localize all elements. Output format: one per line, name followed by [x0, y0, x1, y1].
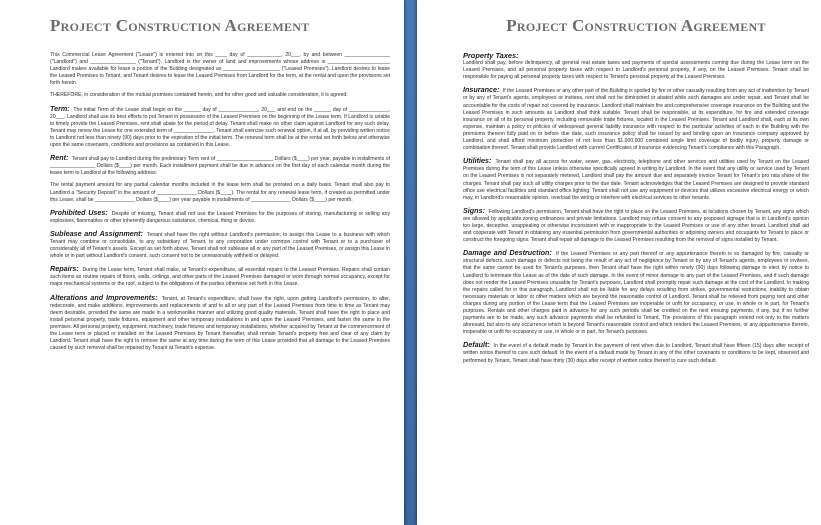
section-heading: Sublease and Assignment:: [50, 228, 143, 238]
section-heading: Default:: [463, 340, 490, 350]
section-text: The initial Term of the Lease shall begin on the ______ day of ______________, 20___ and end on the ______ day of ______________, 20___. Landlord shall use its best efforts to put Tenant in possession of the Leased Premises on the beginning of the Lease term. If Landlord is unable to timely provide the Leased Premises, rent shall abate for the period of delay. Tenant shall make no other claim against Landlord for any such delay. Tenant may renew the Lease for one extended term of ______________. Tenant shall exercise such renewal option, if at all, by providing written notice to Landlord not less than ninety (90) days prior to the expiration of the initial term. The renewal term shall be at the rental set forth below and otherwise upon the same covenants, conditions and provisions as contained in this Lease.: [50, 106, 390, 149]
section-text: During the Lease term, Tenant shall make, at Tenant's expenditure, all essential repairs to the Leased Premises. Repairs shall contain such items as routine repairs of floors, walls, ceilings, and other parts of the Leased Premises damaged or worn through normal occupancy, except for major mechanical systems or the roof, subject to the obligations of the parties otherwise set forth in this Lease.: [50, 267, 390, 288]
section-text: If the Leased Premises or any other part of the Building is spoiled by fire or other casualty resulting from any act of inattention by Tenant or by any of Tenant's agents, employees or invitees, rent shall not be diminished or abated while such damages are under repair, and Tenant shall be accountable for the costs of repair not covered by insurance. Landlord shall maintain fire and comprehensive coverage insurance on the Building and the Leased Premises in such amounts as Landlord shall think suitable. Tenant shall be responsible, at its expenditure, for fire and extended coverage insurance on all of its personal property, including removable trade fixtures, located in the Leased Premises. Tenant and Landlord shall, each at its own expense, maintain a policy or policies of widespread general liability insurance with respect to the particular activities of each in the Building with the premiums thereon fully paid on or before due date, such insurance policy shall be issued by and binding upon an insurance company approved by Landlord, and shall afford minimum protection of not less than $1,000,000 combined single limit coverage of bodily injury, property damage or combination thereof. Tenant shall provide Landlord with current Certificates of Insurance evidencing Tenant's compliance with this Paragraph.: [463, 88, 809, 152]
section-rent: [50, 154, 390, 177]
section-text: Following Landlord's permission, Tenant shall have the right to place on the Leased Premises, at locations chosen by Tenant, any signs which are allowed by applicable zoning ordinances and private limitations. Landlord may refuse consent to any proposed signage that is in Landlord's opinion too large, deceptive, unappealing or otherwise inconsistent with or inappropriate to the Leased Premises or use of any other tenant. Landlord shall aid and cooperate with Tenant in obtaining any essential permission from governmental authorities or adjoining owners and occupants for Tenant to place or construct the foregoing signs. Tenant shall repair all damage to the Leased Premises resulting from the removal of signs installed by Tenant.: [463, 208, 809, 244]
page-title: Project Construction Agreement: [506, 16, 766, 35]
section-text: Landlord shall pay, before delinquency, all general real estate taxes and payments of special assessments coming due during the Lease term on the Leased Premises, and all personal property taxes with respect to Landlord's personal property, if any, on the Leased Premises. Tenant shall be responsible for paying all personal property taxes with respect to Tenant's personal property at the Leased Premises.: [463, 60, 809, 81]
section-heading: Signs:: [463, 205, 485, 215]
therefore-paragraph: THEREFORE, in consideration of the mutual promises contained herein, and for other good and valuable consideration, it is agreed:: [50, 92, 348, 99]
section-heading: Rent:: [50, 153, 69, 163]
section-text: In the event of a default made by Tenant in the payment of rent when due to Landlord, Tenant shall have fifteen (15) days after receipt of written notice thereof to cure such default. In the event of a default made by Tenant in any of the other covenants or conditions to be kept, observed and performed by Tenant, Tenant shall have thirty (30) days after receipt of written notice thereof to cure such default.: [463, 343, 810, 364]
section-default: [463, 341, 809, 364]
section-heading: Insurance:: [463, 85, 500, 95]
section-text: The rental payment amount for any partial calendar months included in the lease term shall be prorated on a daily basis. Tenant shall also pay to Landlord a "Security Deposit" in the amount of ______________ Dollars ($____). The rental for any renewal lease term, if created as permitted under this Lease, shall be ______________ Dollars ($____) per year payable in installments of ______________ Dollars ($____) per month.: [50, 182, 390, 203]
section-heading: Property Taxes:: [463, 51, 519, 60]
section-utilities: [463, 157, 809, 202]
section-damage: [463, 249, 809, 336]
page-title: Project Construction Agreement: [50, 16, 310, 35]
section-heading: Prohibited Uses:: [50, 207, 108, 217]
intro-paragraph: This Commercial Lease Agreement ("Lease") is entered into on this ____ day of ____________, 20___, by and between ________________ ("Landlord") and ________________ ("Tenant"). Landlord is the owner of land and improvements whose address is ______________________ Landlord makes available for lease a portion of the Building designated as ____________________ ("Leased Premises"). Landlord desires to lease the Leased Premises to Tenant, and Tenant desires to lease the Leased Premises from Landlord for the term, at the rental and upon the provisions set forth herein.: [50, 52, 390, 87]
section-text: Tenant, at Tenant's expenditure, shall have the right, upon getting Landlord's permission, to alter, redecorate, and make additions, improvements and replacements of and to all or any part of the Leased Premises from time to time as Tenant may deem desirable, provided the same are made in a workmanlike manner and utilizing good quality materials. Tenant shall have the right to place and install personal property, trade fixtures, equipment and other temporary installations in and upon the Leased Premises, and fasten the same to the premises. All personal property, equipment, machinery, trade fixtures and temporary installations, whether acquired by Tenant at the commencement of the Lease term or placed or installed on the Leased Premises by Tenant thereafter, shall remain Tenant's property free and clear of any claim by Landlord. Tenant shall have the right to remove the same at any time during the term of this Lease provided that all damage to the Leased Premises caused by such removal shall be repaired by Tenant at Tenant's expense.: [50, 295, 390, 352]
section-text: If the Leased Premises or any part thereof or any appurtenance thereto is so damaged by fire, casualty or structural defects, such damage or defects not being the result of any act of negligence by Tenant or by any of Tenant's agents, employees or invitees, that the same cannot be used for Tenant's purposes, then Tenant shall have the right within ninety (90) days following damage to elect by notice to Landlord to terminate this Lease as of the date of such damage. In the event of minor damage to any part of the Leased Premises, and if such damage does not render the Leased Premises unusable for Tenant's purposes, Landlord shall promptly repair such damage at the cost of the Landlord. In making the repairs called for in this paragraph, Landlord shall not be liable for any delays resulting from strikes, governmental restrictions, inability to obtain necessary materials or labor or other matters which are beyond the reasonable control of Landlord. Tenant shall be relieved from paying rent and other charges during any portion of the Lease term that the Leased Premises are inoperable or unfit for occupancy, or use, in whole or in part, for Tenant's purposes. Rentals and other charges paid in advance for any such periods shall be credited on the next ensuing payments, if any, but if no further payments are to be made, any such advance payments shall be refunded to Tenant. The provisions of this paragraph extend not only to the matters aforesaid, but also to any occurrence which is beyond Tenant's reasonable control and which renders the Leased Premises, or any appurtenance thereto, inoperable or unfit for occupancy or use, in whole or in part, for Tenant's purposes.: [463, 251, 809, 336]
document-page-1: [0, 0, 404, 525]
section-heading: Damage and Destruction:: [463, 248, 552, 258]
section-term: [50, 105, 390, 150]
section-sublease: [50, 230, 390, 260]
section-property-taxes: [463, 52, 809, 81]
section-prohibited-uses: [50, 209, 390, 225]
section-heading: Term:: [50, 103, 70, 113]
document-page-2: [417, 0, 821, 525]
section-text: Tenant shall pay all access for water, sewer, gas, electricity, telephone and other services and utilities used by Tenant on the Leased Premises during the term of this Lease unless otherwise specifically agreed in writing by Landlord. In the event that any utility or service used by Tenant on the Leased Premises is not separately metered, Landlord shall pay the amount due and separately invoice Tenant for Tenant's pro rata share of the charges. Tenant shall pay such all utility charges prior to the due date. Tenant acknowledges that the Leased Premises are designed to provide standard office use electrical facilities and standard office lighting. Tenant shall not use any equipment or devices that utilizes excessive electrical energy or which may, in Landlord's reasonable opinion, overload the wiring or interfere with electrical services to other tenants.: [463, 159, 809, 201]
section-insurance: [463, 86, 809, 152]
section-heading: Alterations and Improvements:: [50, 292, 158, 302]
section-alterations: [50, 294, 390, 353]
section-signs: [463, 207, 809, 244]
section-text: Tenant shall have the right without Landlord's permission, to assign this Lease to a business with which Tenant may combine or consolidate, to any subsidiary of Tenant, to any corporation under common control with Tenant or to a purchaser of considerably all of Tenant's assets. Except as set forth above, Tenant shall not sublease all or any part of the Leased Premises, or assign this Lease in whole or in part without Landlord's consent, such consent not to be unreasonably withheld or delayed.: [50, 231, 390, 260]
section-heading: Utilities:: [463, 156, 492, 166]
section-text: Despite of missing, Tenant shall not use the Leased Premises for the purposes of storing, manufacturing or selling any explosives, flammables or other inherently dangerous substance, chemical, thing or device.: [50, 210, 390, 224]
section-text: Tenant shall pay to Landlord during the preliminary Term rent of ____________________ Dollars ($____) per year, payable in installments of ________________ Dollars ($____) per month. Each installment payment shall be due in advance on the first day of each calendar month during the lease term to Landlord at the following address:: [50, 156, 390, 177]
section-heading: Repairs:: [50, 264, 79, 274]
section-repairs: [50, 265, 390, 288]
section-rent-continued: [50, 182, 390, 203]
